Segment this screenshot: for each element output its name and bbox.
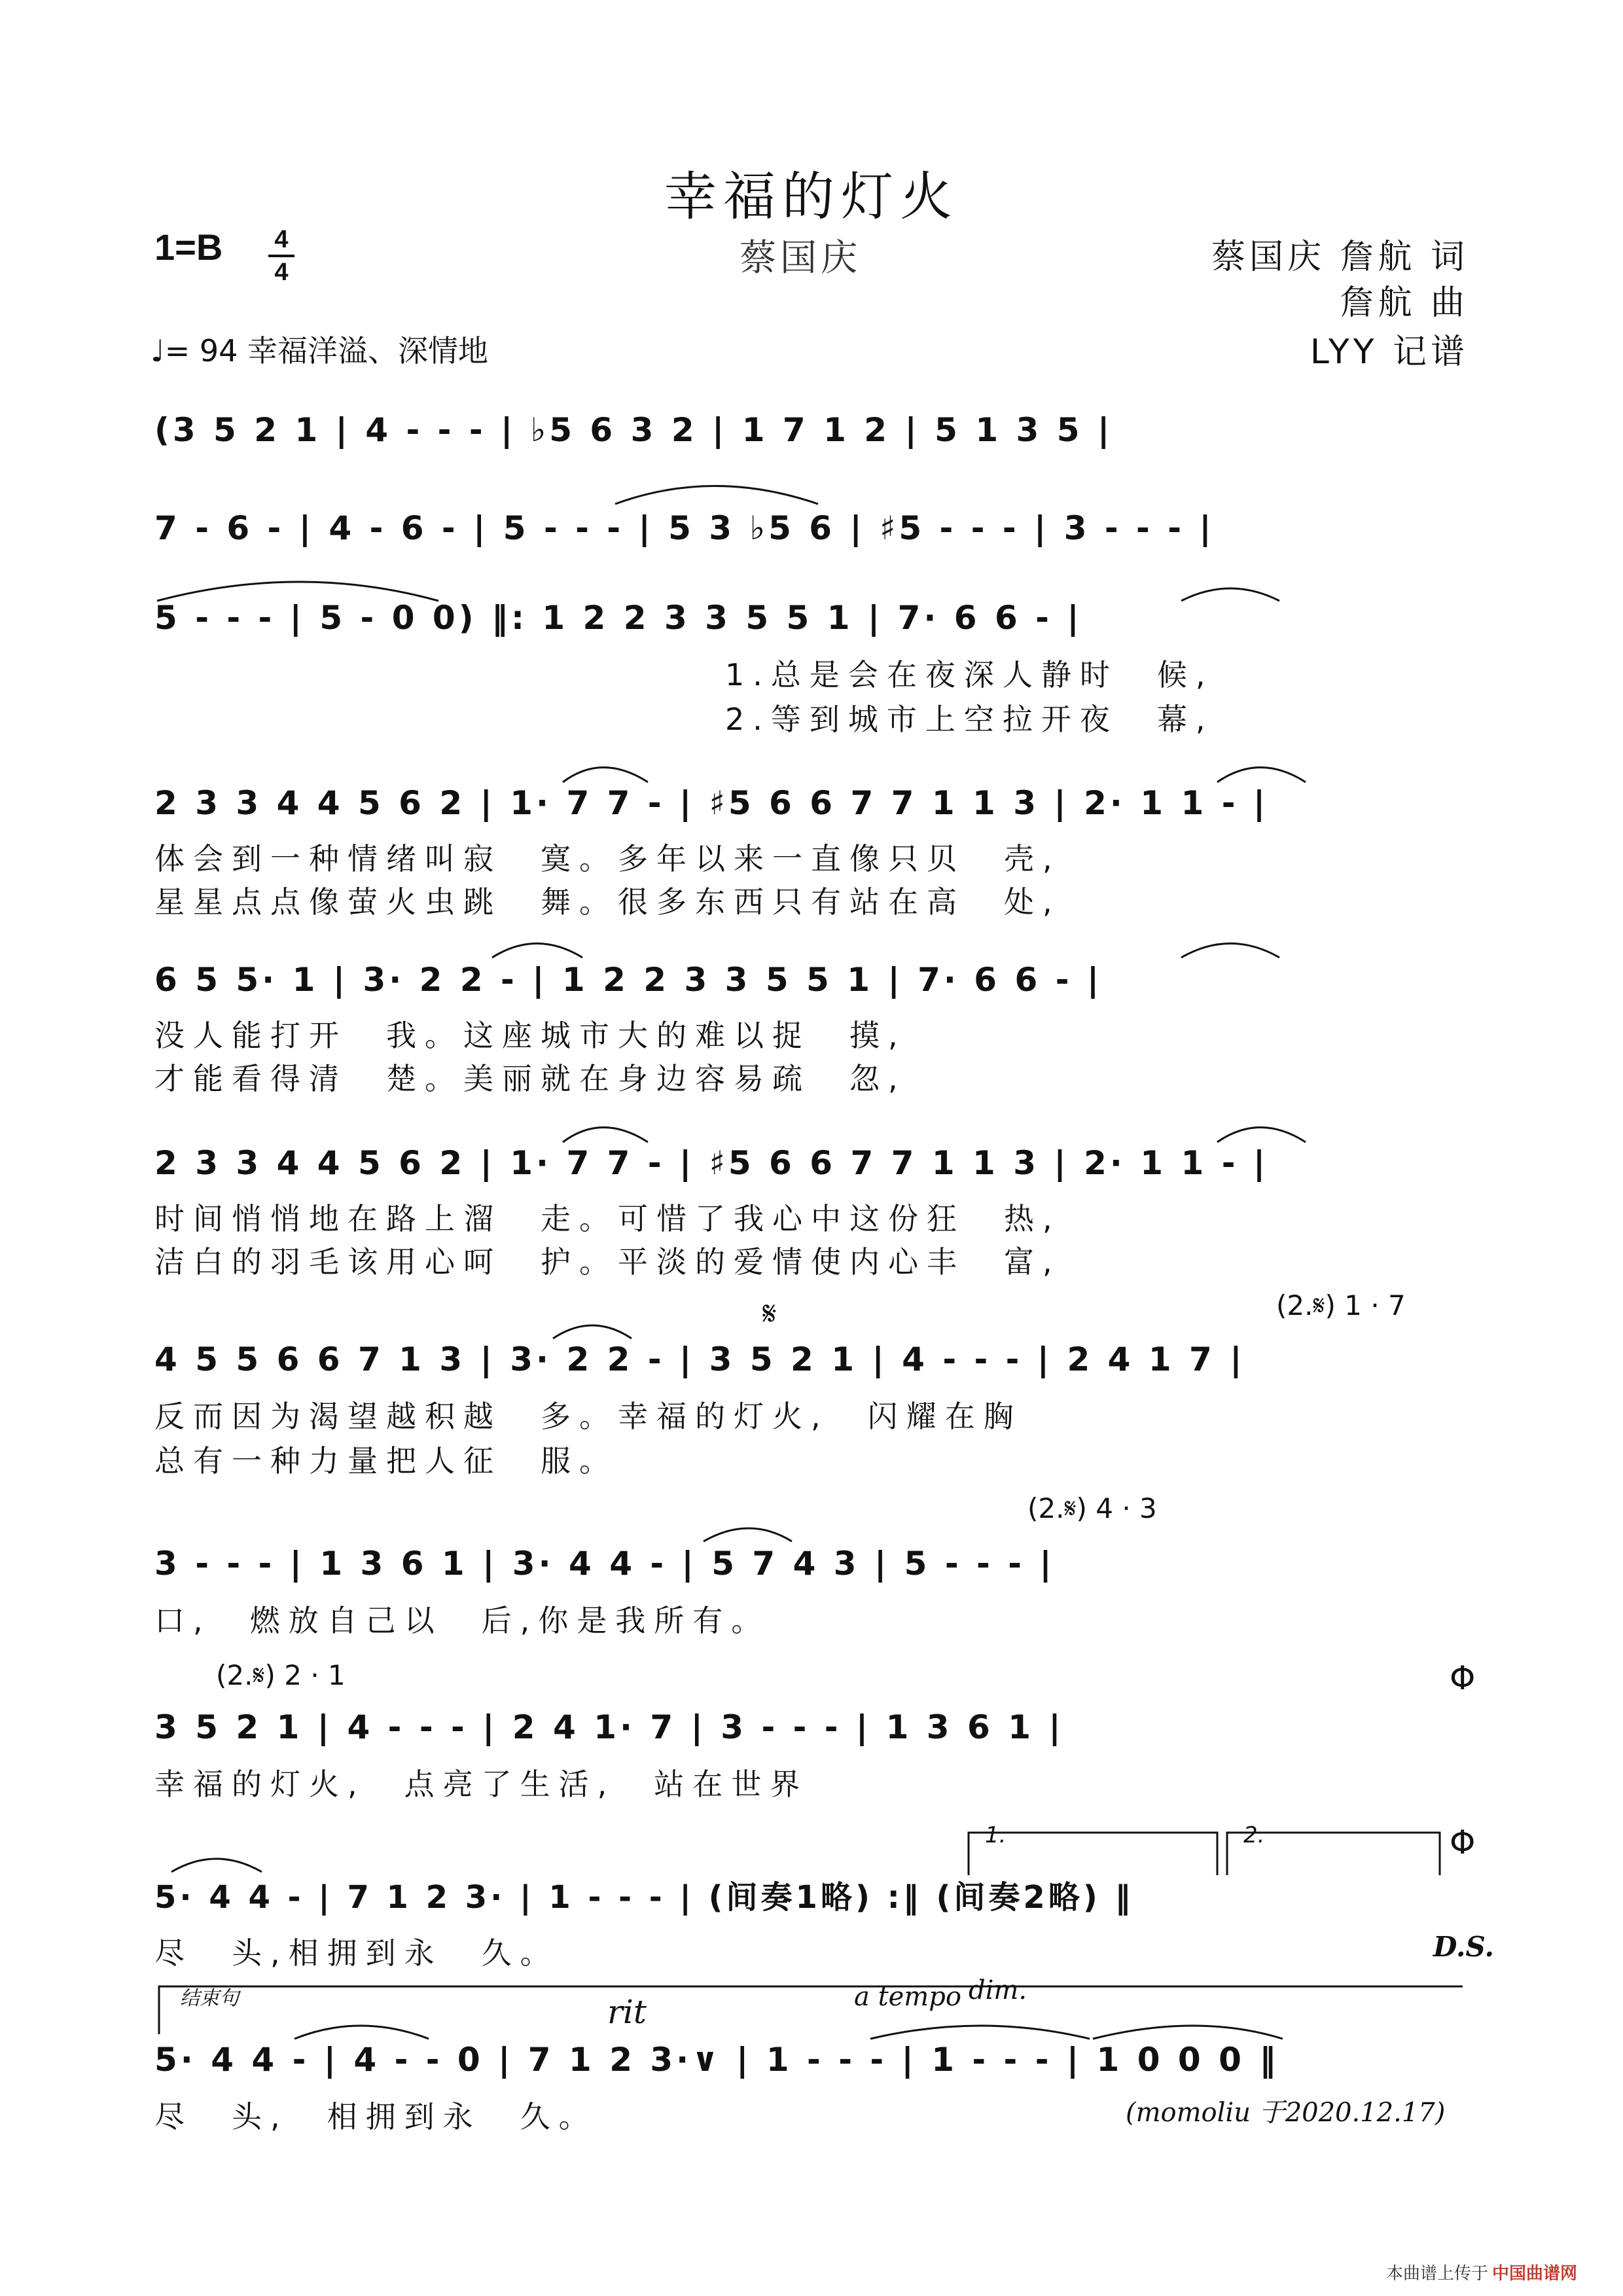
- slur: [1181, 944, 1279, 958]
- notation-row: 3 - - - | 1 3 6 1 | 3· 4 4 - | 5 7 4 3 | 5 - - - |: [154, 1545, 1055, 1583]
- lyric-line: 总有一种力量把人征 服。: [154, 1443, 618, 1479]
- notation-row: 2 3 3 4 4 5 6 2 | 1· 7 7 - | ♯5 6 6 7 7 1 1 3 | 2· 1 1 - |: [154, 784, 1269, 822]
- site-footer: [1386, 2260, 1577, 2284]
- ds-mark: D.S.: [1433, 1931, 1495, 1963]
- signature: (momoliu 于2020.12.17): [1126, 2098, 1446, 2128]
- slur: [870, 2026, 1090, 2039]
- segno-alt-ending-3: (2.𝄋) 2 · 1: [216, 1659, 346, 1691]
- volta-1-label: 1.: [985, 1822, 1007, 1848]
- footer-text: 本曲谱上传于: [1385, 2264, 1488, 2284]
- notation-row: 6 5 5· 1 | 3· 2 2 - | 1 2 2 3 3 5 5 1 | 7· 6 6 - |: [154, 961, 1103, 999]
- key-signature: 1=B: [154, 226, 223, 268]
- site-logo[interactable]: 中国曲谱网: [1491, 2264, 1577, 2284]
- slur: [294, 2026, 429, 2039]
- lyric-line: 1.总是会在夜深人静时 候,: [725, 657, 1214, 692]
- slur: [1181, 588, 1279, 601]
- lyric-line: 时间悄悄地在路上溜 走。可惜了我心中这份狂 热,: [154, 1201, 1061, 1236]
- song-title: 幸福的灯火: [664, 166, 959, 227]
- volta-2-label: 2.: [1243, 1822, 1265, 1848]
- transcriber-credit: LYY 记谱: [1310, 332, 1469, 372]
- lyric-line: 星星点点像萤火虫跳 舞。很多东西只有站在高 处,: [154, 884, 1061, 920]
- lyric-line: 洁白的羽毛该用心呵 护。平淡的爱情使内心丰 富,: [154, 1244, 1061, 1280]
- notation-row: 5· 4 4 - | 4 - - 0 | 7 1 2 3·∨ | 1 - - - | 1 - - - | 1 0 0 0 ‖: [154, 2041, 1279, 2079]
- lyricist-credit: 蔡国庆 詹航 词: [1211, 238, 1469, 277]
- slur: [615, 486, 818, 505]
- slur: [1217, 1128, 1306, 1143]
- lyric-line: 才能看得清 楚。美丽就在身边容易疏 忽,: [154, 1061, 906, 1096]
- coda-mark: Φ: [1450, 1823, 1476, 1861]
- volta-2-bracket: [1227, 1833, 1440, 1875]
- slur: [704, 1528, 792, 1541]
- time-beats: 4: [274, 226, 289, 253]
- a-tempo-mark: a tempo: [854, 1982, 961, 2012]
- lyric-line: 尽 头,相拥到永 久。: [154, 1935, 559, 1971]
- lyric-line: 尽 头, 相拥到永 久。: [154, 2099, 597, 2134]
- lyric-line: 2.等到城市上空拉开夜 幕,: [725, 702, 1214, 737]
- lyric-line: 幸福的灯火, 点亮了生活, 站在世界: [154, 1767, 809, 1802]
- ending-label: 结束句: [180, 1987, 239, 2010]
- slur: [492, 944, 582, 958]
- slur: [563, 768, 648, 783]
- notation-row: (3 5 2 1 | 4 - - - | ♭5 6 3 2 | 1 7 1 2 | 5 1 3 5 |: [154, 411, 1113, 449]
- dim-mark: dim.: [969, 1975, 1027, 2005]
- segno-alt-ending-1: (2.𝄋) 1 · 7: [1276, 1289, 1406, 1321]
- lyric-line: 口, 燃放自己以 后,你是我所有。: [154, 1603, 770, 1638]
- notation-row: 7 - 6 - | 4 - 6 - | 5 - - - | 5 3 ♭5 6 | ♯5 - - - | 3 - - - |: [154, 509, 1215, 547]
- notation-row: 4 5 5 6 6 7 1 3 | 3· 2 2 - | 3 5 2 1 | 4 - - - | 2 4 1 7 |: [154, 1340, 1245, 1378]
- singer: 蔡国庆: [740, 237, 861, 279]
- segno-alt-ending-2: (2.𝄋) 4 · 3: [1027, 1492, 1157, 1524]
- slur: [1093, 2026, 1283, 2039]
- time-unit: 4: [274, 259, 289, 286]
- lyric-line: 体会到一种情绪叫寂 寞。多年以来一直像只贝 壳,: [154, 841, 1061, 876]
- coda-mark: Φ: [1450, 1659, 1476, 1697]
- notation-row: 2 3 3 4 4 5 6 2 | 1· 7 7 - | ♯5 6 6 7 7 1 1 3 | 2· 1 1 - |: [154, 1144, 1269, 1182]
- ending-bracket: [159, 1986, 1463, 2034]
- slur: [157, 582, 438, 601]
- composer-credit: 詹航 曲: [1340, 283, 1469, 323]
- slur: [1217, 768, 1306, 783]
- notation-row: 5 - - - | 5 - 0 0) ‖: 1 2 2 3 3 5 5 1 | 7· 6 6 - |: [154, 599, 1082, 637]
- notation-row: 3 5 2 1 | 4 - - - | 2 4 1· 7 | 3 - - - | 1 3 6 1 |: [154, 1708, 1064, 1746]
- slur: [553, 1325, 632, 1338]
- segno-mark: 𝄋: [762, 1295, 777, 1333]
- notation-row: 5· 4 4 - | 7 1 2 3· | 1 - - - | (间奏1略) :‖ (间奏2略) ‖: [154, 1879, 1134, 1916]
- volta-1-bracket: [969, 1833, 1217, 1875]
- slur: [563, 1128, 648, 1143]
- slur: [171, 1859, 262, 1872]
- lyric-line: 没人能打开 我。这座城市大的难以捉 摸,: [154, 1018, 906, 1053]
- lyric-line: 反而因为渴望越积越 多。幸福的灯火, 闪耀在胸: [154, 1399, 1022, 1434]
- tempo-marking: ♩= 94 幸福洋溢、深情地: [151, 333, 489, 368]
- rit-mark: rit: [607, 1993, 647, 2031]
